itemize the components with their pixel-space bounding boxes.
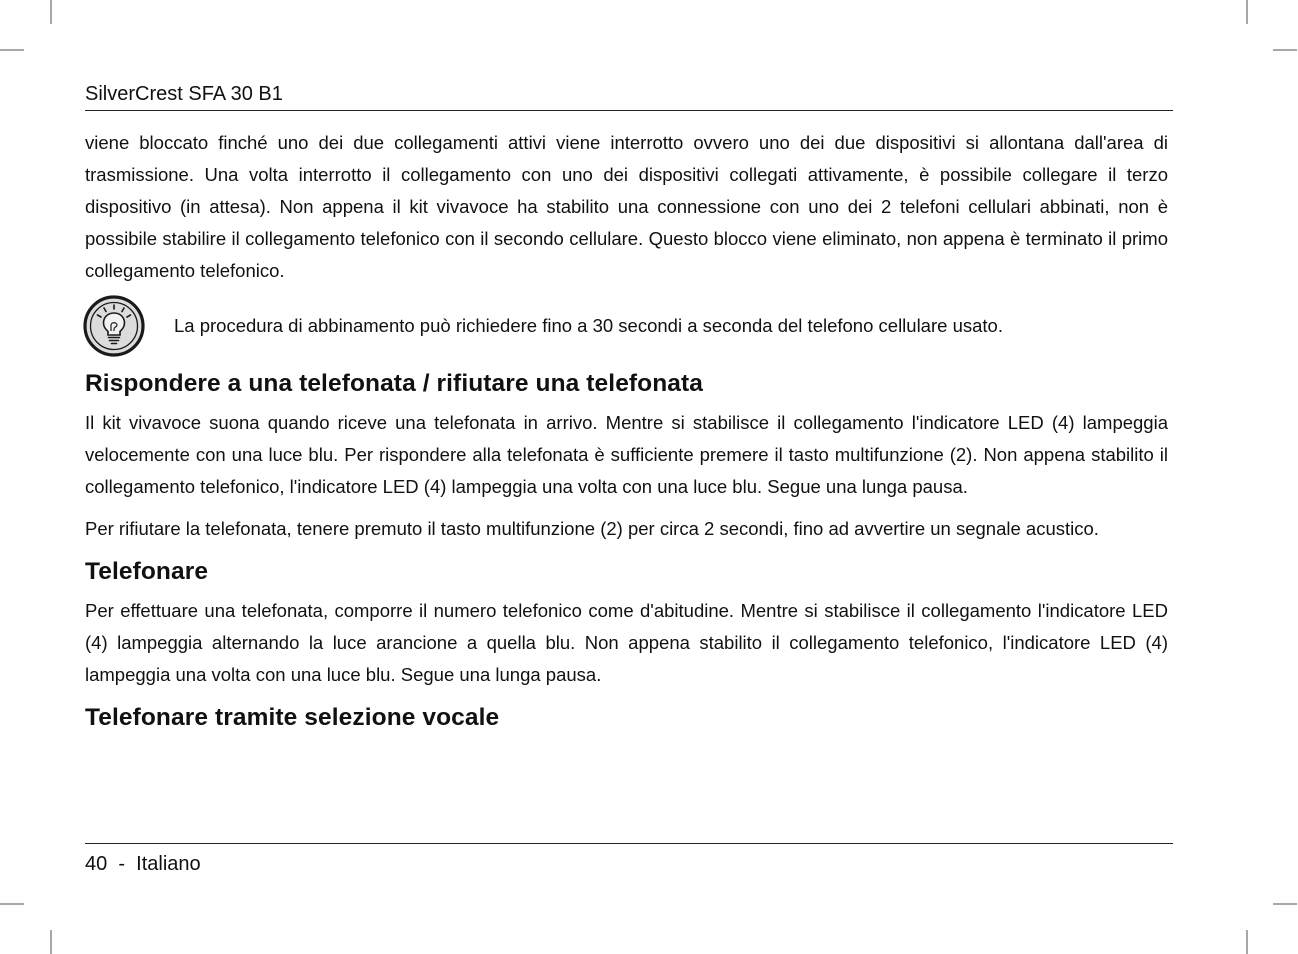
crop-mark [50, 930, 52, 954]
crop-mark [0, 903, 24, 905]
crop-mark [1246, 930, 1248, 954]
lightbulb-icon [83, 295, 145, 357]
tip-note [85, 295, 1168, 357]
crop-mark [0, 49, 24, 51]
footer-separator: - [118, 853, 126, 875]
section-heading-telefonare: Telefonare [85, 558, 209, 585]
paragraph: Il kit vivavoce suona quando riceve una telefonata in arrivo. Mentre si stabilisce il collegamento l'indicatore LED (4) lampeggia velocemente con una luce blu. Per rispondere alla telefonata è sufficiente premere il tasto multifunzione (2). Non appena stabilito il collegamento telefonico, l'indicatore LED (4) lampeggia una volta con una luce blu. Segue una lunga pausa. [85, 412, 1168, 497]
footer-language: Italiano [136, 853, 201, 875]
paragraph: Per effettuare una telefonata, comporre il numero telefonico come d'abitudine. Mentre si stabilisce il collegamento l'indicatore LED (4) lampeggia alternando la luce arancione a quella blu. Non appena stabilito il collegamento telefonico, l'indicatore LED (4) lampeggia una volta con una luce blu. Segue una lunga pausa. [85, 600, 1168, 685]
crop-mark [1273, 49, 1297, 51]
section-heading-selezione-vocale: Telefonare tramite selezione vocale [85, 704, 500, 731]
page-number: 40 [85, 853, 108, 875]
page-footer [85, 852, 201, 876]
tip-text: La procedura di abbinamento può richiedere fino a 30 secondi a seconda del telefono cellulare usato. [174, 315, 1003, 336]
section-heading-rispondere: Rispondere a una telefonata / rifiutare una telefonata [85, 370, 704, 397]
footer-rule [85, 843, 1173, 844]
crop-mark [1273, 903, 1297, 905]
crop-mark [50, 0, 52, 24]
crop-mark [1246, 0, 1248, 24]
page-content [85, 127, 1168, 741]
intro-paragraph: viene bloccato finché uno dei due collegamenti attivi viene interrotto ovvero uno dei due dispositivi si allontana dall'area di trasmissione. Una volta interrotto il collegamento con uno dei dispositivi collegati attivamente, è possibile collegare il terzo dispositivo (in attesa). Non appena il kit vivavoce ha stabilito una connessione con uno dei 2 telefoni cellulari abbinati, non è possibile stabilire il collegamento telefonico con il secondo cellulare. Questo blocco viene eliminato, non appena è terminato il primo collegamento telefonico. [85, 132, 1168, 281]
paragraph: Per rifiutare la telefonata, tenere premuto il tasto multifunzione (2) per circa 2 secondi, fino ad avvertire un segnale acustico. [85, 518, 1099, 539]
page-header-title: SilverCrest SFA 30 B1 [85, 83, 283, 105]
header-rule [85, 110, 1173, 111]
